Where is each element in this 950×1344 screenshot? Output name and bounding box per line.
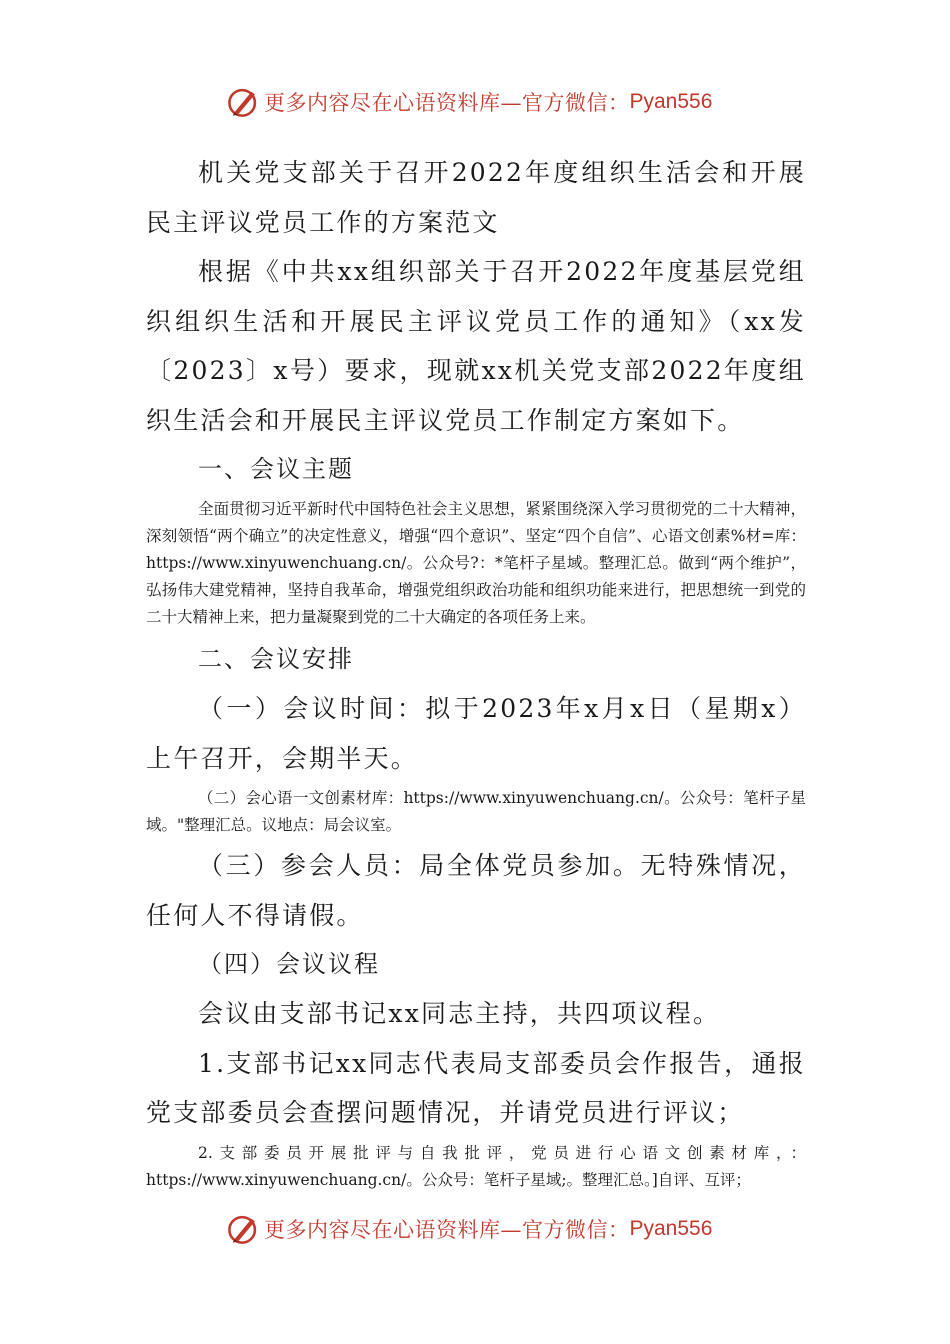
pen-logo-icon (226, 1212, 260, 1246)
banner-wechat-id: Pyan556 (629, 1217, 713, 1240)
section2-heading: 二、会议安排 (198, 645, 354, 673)
header-watermark-banner (226, 82, 712, 122)
item-meeting-time: （一）会议时间：拟于2023年x月x日（星期x）上午召开，会期半天。 (146, 694, 806, 773)
item-meeting-location: （二）会心语一文创素材库：https://www.xinyuwenchuang.cn/。公众号：笔杆子星域。"整理汇总。议地点：局会议室。 (146, 789, 806, 834)
section1-body: 全面贯彻习近平新时代中国特色社会主义思想，紧紧围绕深入学习贯彻党的二十大精神，深刻领悟“两个确立”的决定性意义，增强“四个意识”、坚定“四个自信”、心语文创素%材=库：https://www.xinyuwenchuang.cn/。公众号?：*笔杆子星域。整理汇总。做到“两个维护”，弘扬伟大建党精神，坚持自我革命，增强党组织政治功能和组织功能来进行，把思想统一到党的二十大精神上来，把力量凝聚到党的二十大确定的各项任务上来。 (146, 500, 806, 626)
intro-paragraph: 根据《中共xx组织部关于召开2022年度基层党组织组织生活和开展民主评议党员工作的通知》（xx发〔2023〕x号）要求，现就xx机关党支部2022年度组织生活会和开展民主评议党员工作制定方案如下。 (146, 257, 806, 435)
banner-text: 更多内容尽在心语资料库—官方微信： (264, 91, 630, 115)
item-attendees: （三）参会人员：局全体党员参加。无特殊情况，任何人不得请假。 (146, 851, 806, 930)
document-body (146, 148, 806, 1194)
banner-text: 更多内容尽在心语资料库—官方微信： (264, 1218, 630, 1242)
agenda-item-2: 2.支部委员开展批评与自我批评，党员进行心语文创素材库，：https://www.xinyuwenchuang.cn/。公众号：笔杆子星域;。整理汇总。]自评、互评； (146, 1143, 806, 1189)
footer-watermark-banner (226, 1209, 712, 1249)
item-agenda-heading: （四）会议议程 (198, 950, 380, 978)
pen-logo-icon (226, 85, 260, 119)
agenda-item-1: 1.支部书记xx同志代表局支部委员会作报告，通报党支部委员会查摆问题情况，并请党员进行评议； (146, 1048, 806, 1127)
document-title: 机关党支部关于召开2022年度组织生活会和开展民主评议党员工作的方案范文 (146, 158, 806, 237)
banner-wechat-id: Pyan556 (629, 90, 713, 113)
agenda-intro: 会议由支部书记xx同志主持，共四项议程。 (198, 999, 721, 1028)
section1-heading: 一、会议主题 (198, 455, 354, 483)
